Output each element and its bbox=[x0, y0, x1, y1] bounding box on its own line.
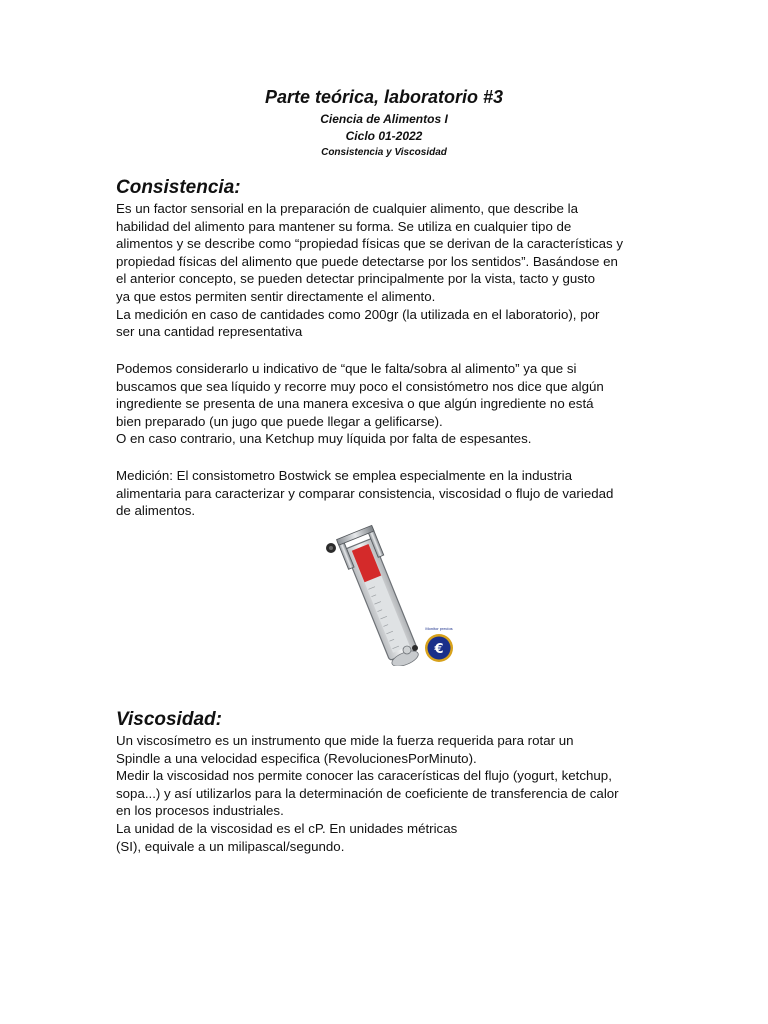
consistencia-paragraph-2 bbox=[116, 360, 656, 448]
text-line: buscamos que sea líquido y recorre muy poco el consistómetro nos dice que algún bbox=[116, 378, 604, 394]
viscosidad-heading: Viscosidad: bbox=[116, 709, 222, 730]
consistencia-heading: Consistencia: bbox=[116, 177, 241, 198]
text-line: (SI), equivale a un milipascal/segundo. bbox=[116, 838, 345, 854]
text-line: Es un factor sensorial en la preparación de cualquier alimento, que describe la bbox=[116, 201, 578, 216]
text-line: O en caso contrario, una Ketchup muy líquida por falta de espesantes. bbox=[116, 431, 532, 447]
text-line: Podemos considerarlo u indicativo de “que le falta/sobra al alimento” ya que si bbox=[116, 361, 577, 376]
text-line: alimentaria para caracterizar y comparar consistencia, viscosidad o flujo de variedad bbox=[116, 485, 614, 501]
document-title: Parte teórica, laboratorio #3 bbox=[264, 87, 504, 107]
bostwick-consistometer-image bbox=[309, 520, 473, 666]
text-line: ya que estos permiten sentir directamente el alimento. bbox=[116, 288, 436, 304]
course-name: Ciencia de Alimentos I bbox=[320, 112, 448, 126]
text-line: de alimentos. bbox=[116, 503, 196, 519]
text-line: sopa...) y así utilizarlos para la determinación de coeficiente de transferencia de calor bbox=[116, 785, 619, 801]
text-line: La medición en caso de cantidades como 200gr (la utilizada en el laboratorio), por bbox=[116, 306, 600, 322]
badge-caption: Monitor precios bbox=[425, 626, 453, 631]
text-line: Spindle a una velocidad especifica (RevolucionesPorMinuto). bbox=[116, 750, 477, 766]
topic-label: Consistencia y Viscosidad bbox=[321, 147, 447, 158]
viscosidad-paragraph bbox=[116, 732, 656, 855]
text-line: bien preparado (un jugo que puede llegar a gelificarse). bbox=[116, 413, 443, 429]
text-line: propiedad físicas del alimento que puede detectarse por los sentidos”. Basándose en bbox=[116, 253, 618, 269]
text-line: Medición: El consistometro Bostwick se emplea especialmente en la industria bbox=[116, 468, 573, 483]
cycle-label: Ciclo 01-2022 bbox=[345, 129, 423, 143]
consistencia-paragraph-3 bbox=[116, 467, 656, 520]
text-line: habilidad del alimento para mantener su forma. Se utiliza en cualquier tipo de bbox=[116, 218, 572, 234]
text-line: ingrediente se presenta de una manera excesiva o que algún ingrediente no está bbox=[116, 396, 594, 412]
consistencia-paragraph-1 bbox=[116, 200, 656, 341]
text-line: Un viscosímetro es un instrumento que mide la fuerza requerida para rotar un bbox=[116, 733, 574, 748]
euro-symbol: € bbox=[434, 642, 444, 657]
text-line: alimentos y se describe como “propiedad físicas que se derivan de la características y bbox=[116, 236, 624, 252]
text-line: La unidad de la viscosidad es el cP. En unidades métricas bbox=[116, 820, 458, 836]
text-line: el anterior concepto, se pueden detectar principalmente por la vista, tacto y gusto bbox=[116, 271, 595, 287]
text-line: ser una cantidad representativa bbox=[116, 324, 303, 340]
text-line: Medir la viscosidad nos permite conocer las caracerísticas del flujo (yogurt, ketchup, bbox=[116, 768, 612, 784]
text-line: en los procesos industriales. bbox=[116, 803, 284, 819]
